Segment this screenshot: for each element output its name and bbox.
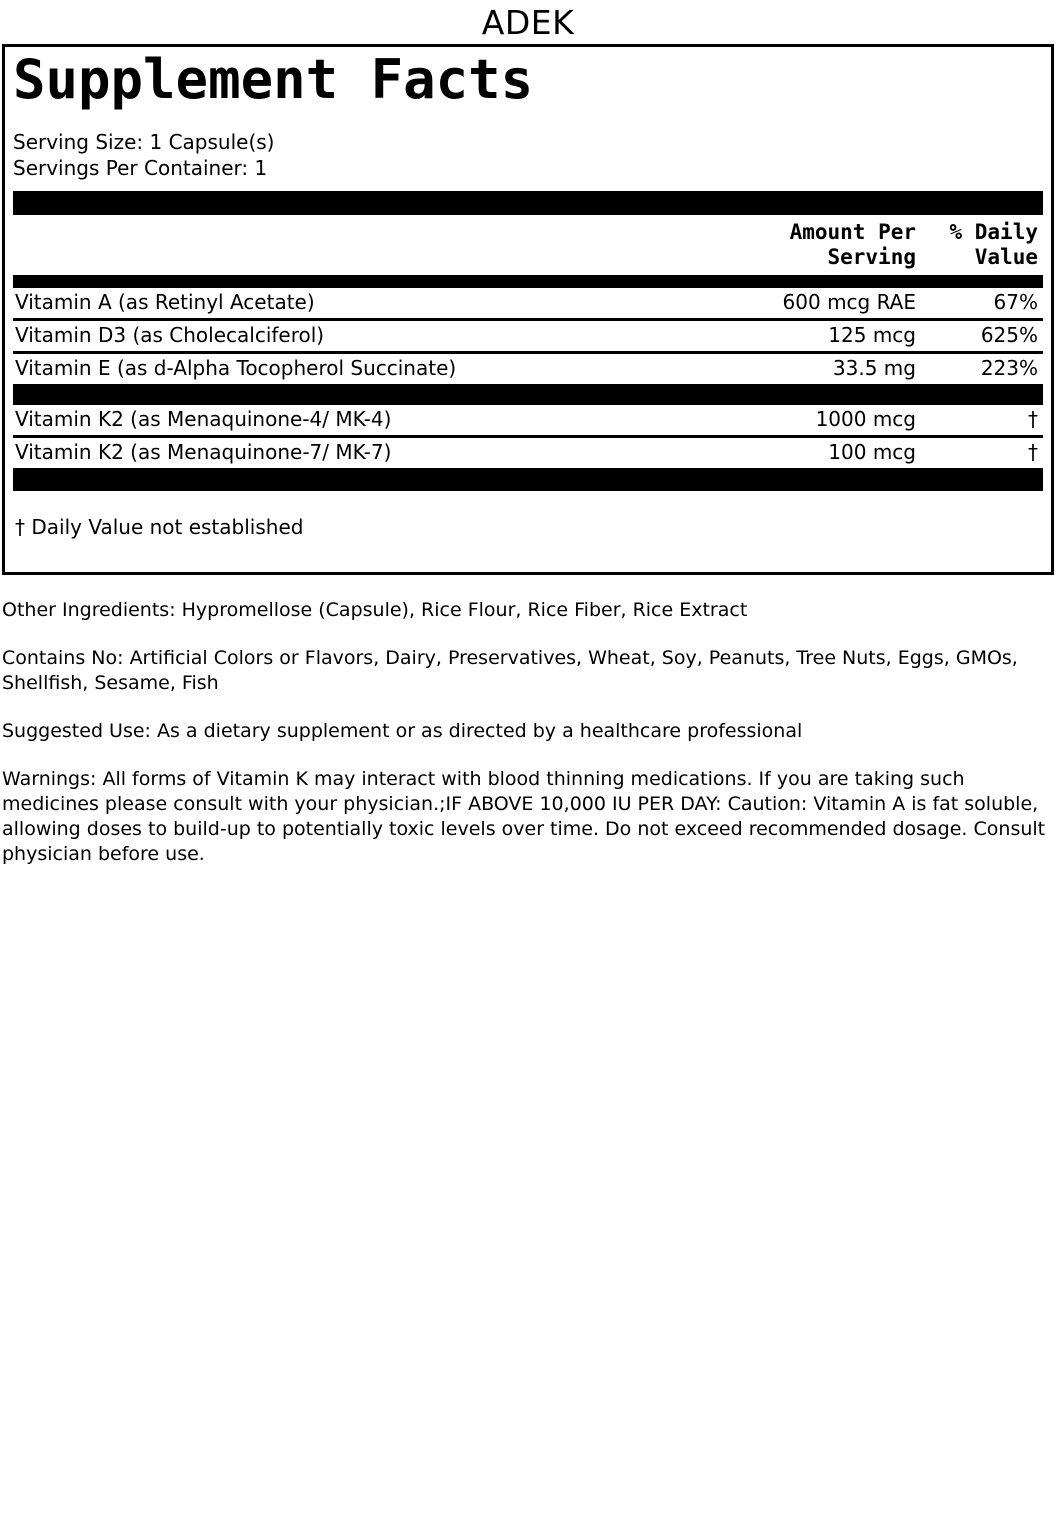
divider-bar-middle (13, 384, 1043, 405)
divider-bar-top (13, 191, 1043, 215)
nutrient-amount: 100 mcg (828, 440, 916, 464)
serving-info (13, 129, 1043, 181)
amount-per-serving-header (741, 220, 921, 270)
nutrient-daily-value: 67% (993, 290, 1038, 314)
daily-value-header (921, 220, 1043, 270)
nutrient-daily-value: † (1028, 440, 1038, 464)
nutrient-name: Vitamin K2 (as Menaquinone-7/ MK-7) (15, 440, 392, 464)
dv-header-line1: % Daily (949, 220, 1038, 244)
table-header-row (13, 215, 1043, 275)
daily-value-footnote: † Daily Value not established (15, 515, 304, 539)
nutrient-name: Vitamin K2 (as Menaquinone-4/ MK-4) (15, 407, 392, 431)
label-footer (0, 598, 1056, 867)
supplement-facts-panel (2, 44, 1054, 575)
nutrient-amount: 600 mcg RAE (782, 290, 916, 314)
divider-bar-bottom (13, 468, 1043, 491)
nutrient-amount: 33.5 mg (832, 356, 916, 380)
nutrient-amount: 1000 mcg (815, 407, 916, 431)
amount-header-line1: Amount Per (789, 220, 916, 244)
table-row-vitamin-k2-mk7 (13, 438, 1043, 468)
serving-size-text: Serving Size: 1 Capsule(s) (13, 130, 275, 154)
divider-bar-header (13, 275, 1043, 288)
nutrient-name: Vitamin E (as d-Alpha Tocopherol Succinate) (15, 356, 457, 380)
other-ingredients-text: Other Ingredients: Hypromellose (Capsule), Rice Flour, Rice Fiber, Rice Extract (2, 599, 748, 621)
servings-per-container-text: Servings Per Container: 1 (13, 156, 268, 180)
table-row-vitamin-k2-mk4 (13, 405, 1043, 438)
amount-header-line2: Serving (827, 245, 916, 269)
table-row-vitamin-a (13, 288, 1043, 321)
product-title: ADEK (481, 3, 575, 42)
nutrient-daily-value: 223% (980, 356, 1038, 380)
nutrient-name: Vitamin A (as Retinyl Acetate) (15, 290, 315, 314)
suggested-use-text: Suggested Use: As a dietary supplement or as directed by a healthcare professional (2, 720, 803, 742)
table-row-vitamin-d3 (13, 321, 1043, 354)
panel-title: Supplement Facts (13, 48, 534, 111)
contains-no-text: Contains No: Artificial Colors or Flavors, Dairy, Preservatives, Wheat, Soy, Peanuts, Tree Nuts, Eggs, GMOs, Shellfish, Sesame, Fish (2, 647, 1018, 694)
nutrient-daily-value: † (1028, 407, 1038, 431)
nutrient-name: Vitamin D3 (as Cholecalciferol) (15, 323, 325, 347)
nutrient-amount: 125 mcg (828, 323, 916, 347)
dv-header-line2: Value (974, 245, 1038, 269)
nutrient-daily-value: 625% (980, 323, 1038, 347)
warnings-text: Warnings: All forms of Vitamin K may interact with blood thinning medications. If you are taking such medicines please consult with your physician.;IF ABOVE 10,000 IU PER DAY: Caution: Vitamin A is fat soluble, allowing doses to build-up to potentially toxic levels over time. Do not exceed recommended dosage. Consult physician before use. (2, 768, 1046, 865)
table-row-vitamin-e (13, 354, 1043, 384)
